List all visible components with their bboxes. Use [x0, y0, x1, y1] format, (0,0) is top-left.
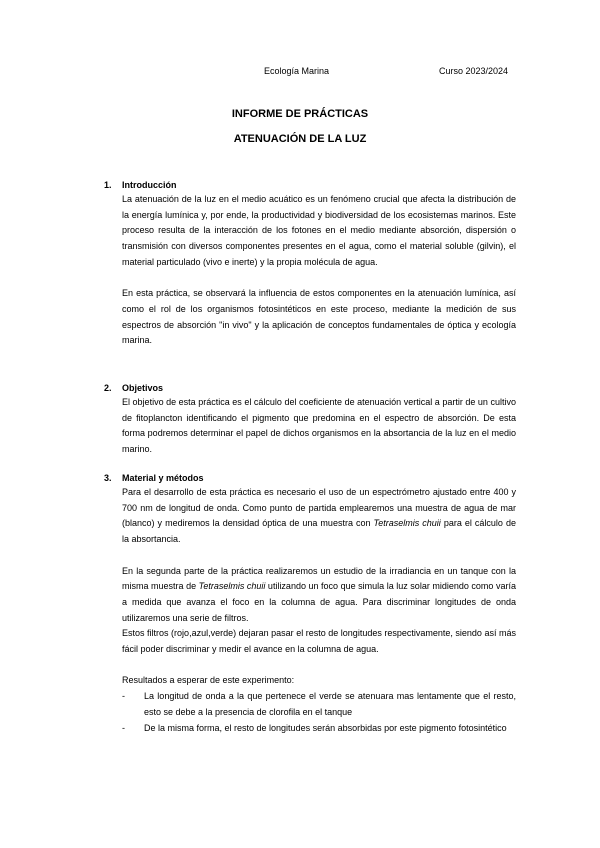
section-heading — [104, 382, 516, 395]
list-item-text: La longitud de onda a la que pertenece el verde se atenuara mas lentamente que el resto, esto se debe a la presencia de clorofila en el tanque — [144, 691, 516, 717]
list-item — [122, 689, 516, 720]
text-run: En la segunda parte de la práctica realizaremos un estudio de la irradiancia en un tanque con la misma muestra de — [122, 565, 516, 592]
section-number: 2. — [104, 383, 112, 393]
results-intro: Resultados a esperar de este experimento: — [122, 675, 295, 686]
section-number: 3. — [104, 473, 112, 483]
report-subtitle: ATENUACIÓN DE LA LUZ — [233, 133, 367, 145]
text-run: para el cálculo de la absortancia. — [122, 518, 516, 545]
section-heading — [104, 472, 516, 485]
text-run: utilizando un foco que simula la luz solar midiendo como varía a medida que avanza el foco en la columna de agua. Para discriminar longitudes de onda utilizaremos una serie de filtros. — [122, 581, 516, 623]
list-item-text: De la misma forma, el resto de longitudes serán absorbidas por este pigmento fotosintético — [144, 722, 507, 733]
header-course-name: Ecología Marina — [264, 66, 330, 76]
species-name: Tetraselmis chuii — [198, 581, 266, 592]
section-title: Introducción — [122, 180, 177, 190]
bullet-marker: - — [122, 691, 125, 702]
section-methods — [104, 472, 516, 736]
report-title: INFORME DE PRÁCTICAS — [231, 108, 369, 120]
section-number: 1. — [104, 180, 112, 190]
paragraph: En esta práctica, se observará la influencia de estos componentes en la atenuación lumínica, así como el rol de los organismos fotosintéticos en este proceso, mediante la medición de sus espectros de absorción "in vivo" y la aplicación de conceptos fundamentales de óptica y ecología marina. — [122, 288, 516, 346]
list-item — [122, 721, 516, 737]
bullet-marker: - — [122, 722, 125, 733]
paragraph: La atenuación de la luz en el medio acuático es un fenómeno crucial que afecta la distribución de la energía lumínica y, por ende, la productividad y biodiversidad de los ecosistemas marinos. Este proceso resulta de la interacción de los fotones en el medio mediante absorción, dispersión o transmisión con diversos componentes presentes en el agua, como el material soluble (gilvin), el material particulado (vivo e inerte) y la propia molécula de agua. — [122, 194, 516, 267]
paragraph — [122, 564, 516, 627]
section-objectives — [104, 382, 516, 458]
section-heading — [104, 179, 516, 192]
section-title: Material y métodos — [122, 473, 204, 483]
section-body — [122, 485, 516, 736]
paragraph: Estos filtros (rojo,azul,verde) dejaran pasar el resto de longitudes respectivamente, siendo así más fácil poder discriminar y medir el avance en la columna de agua. — [122, 628, 516, 655]
header-course-year: Curso 2023/2024 — [439, 66, 509, 76]
section-body — [122, 395, 516, 458]
section-body — [122, 192, 516, 349]
section-title: Objetivos — [122, 383, 164, 393]
paragraph — [122, 485, 516, 548]
species-name: Tetraselmis chuii — [373, 518, 441, 529]
section-introduction — [104, 179, 516, 349]
paragraph: El objetivo de esta práctica es el cálculo del coeficiente de atenuación vertical a partir de un cultivo de fitoplancton identificando el pigmento que predomina en el espectro de absorción. De esta forma podremos determinar el papel de dichos organismos en la absortancia de la luz en el medio marino. — [122, 397, 516, 455]
results-list — [122, 689, 516, 736]
text-run: Para el desarrollo de esta práctica es necesario el uso de un espectrómetro ajustado entre 400 y 700 nm de longitud de onda. Como punto de partida emplearemos una muestra de agua de mar (blanco) y mediremos la densidad óptica de una muestra con — [122, 487, 516, 529]
